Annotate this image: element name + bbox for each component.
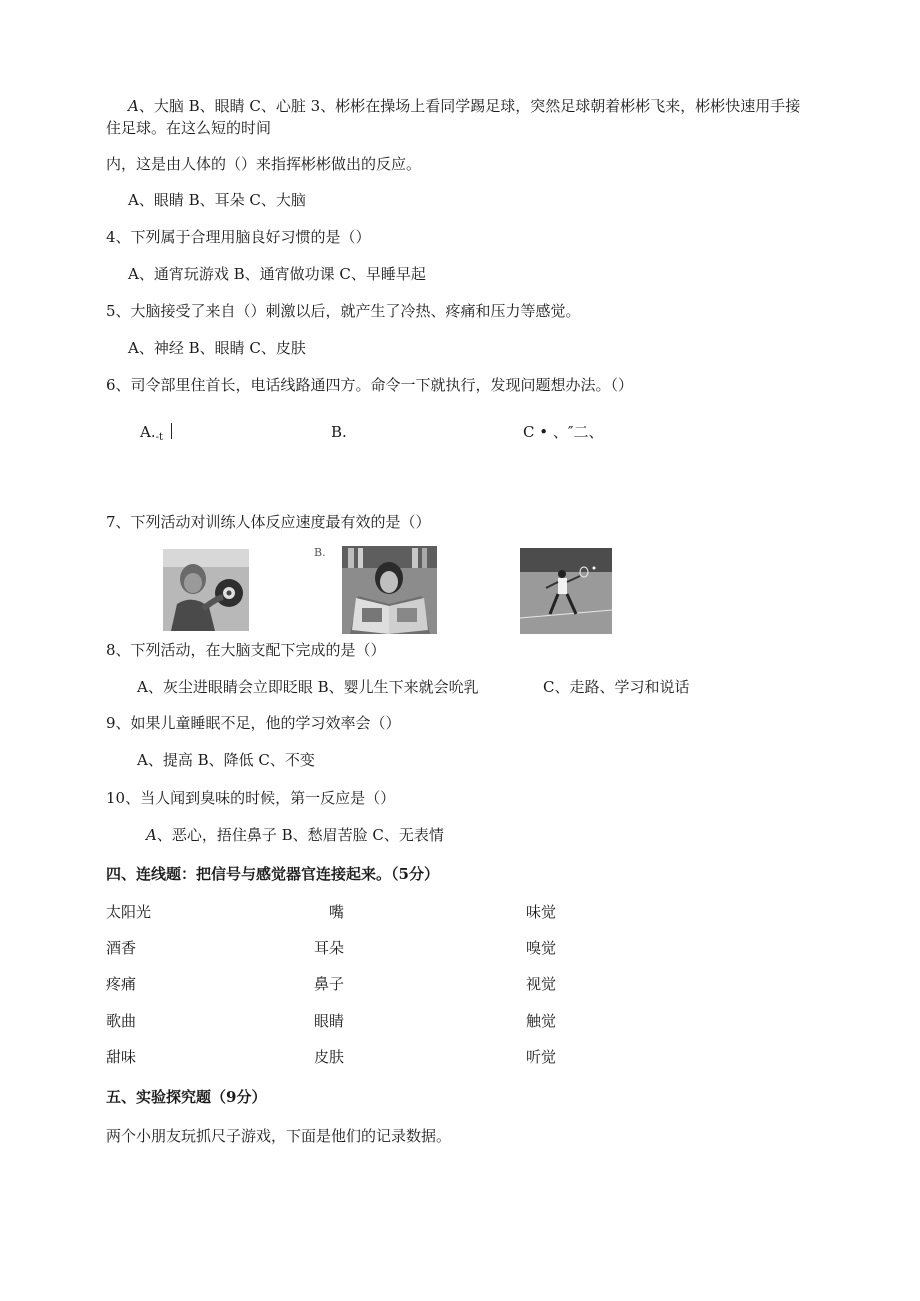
organ-cell: 眼睛 xyxy=(314,1012,345,1030)
sense-cell: 味觉 xyxy=(526,903,557,921)
q9-stem: 9、如果儿童睡眠不足，他的学习效率会（） xyxy=(106,714,401,732)
q4-stem: 4、下列属于合理用脑良好习惯的是（） xyxy=(106,228,371,246)
q10-options xyxy=(146,825,444,845)
organ-cell: 嘴 xyxy=(329,903,345,921)
q6-option-a-sub: -t xyxy=(155,432,164,443)
q7-stem: 7、下列活动对训练人体反应速度最有效的是（） xyxy=(106,513,431,531)
q7-photo-c-badminton xyxy=(520,548,612,634)
q7-option-b-label: B. xyxy=(314,546,326,559)
q7-photo-b-reading xyxy=(342,546,437,634)
sense-cell: 听觉 xyxy=(526,1048,557,1066)
section5-title: 五、实验探究题（9分） xyxy=(106,1088,267,1106)
q2-option-a-letter: A xyxy=(128,97,139,115)
q8-options-ab: A、灰尘进眼睛会立即眨眼 B、婴儿生下来就会吮乳 xyxy=(137,678,479,696)
signal-cell: 疼痛 xyxy=(106,975,137,993)
q6-option-a: $A._{-t}$ xyxy=(140,423,164,443)
section5-intro: 两个小朋友玩抓尺子游戏，下面是他们的记录数据。 xyxy=(106,1127,452,1145)
organ-cell: 鼻子 xyxy=(314,975,345,993)
q10-stem: 10、当人闻到臭味的时候，第一反应是（） xyxy=(106,789,396,807)
q3-stem-line3: 内，这是由人体的（）来指挥彬彬做出的反应。 xyxy=(106,155,422,173)
q3-options: A、眼睛 B、耳朵 C、大脑 xyxy=(128,191,306,209)
sense-cell: 视觉 xyxy=(526,975,557,993)
q3-stem-line2: 住足球。在这么短的时间 xyxy=(106,119,272,137)
section4-title: 四、连线题：把信号与感觉器官连接起来。（5分） xyxy=(106,865,439,883)
q2-options-rest: 、大脑 B、眼睛 C、心脏 xyxy=(138,97,306,115)
organ-cell: 皮肤 xyxy=(314,1048,345,1066)
q4-options: A、通宵玩游戏 B、通宵做功课 C、早睡早起 xyxy=(128,265,426,283)
q6-option-c: C • 、″二、 xyxy=(523,423,604,441)
q6-stem: 6、司令部里住首长，电话线路通四方。命令一下就执行，发现问题想办法。（） xyxy=(106,376,634,394)
q2-options-q3-stem xyxy=(128,96,800,116)
q10-option-a-letter: A xyxy=(146,826,157,844)
q6-option-b: B. xyxy=(331,423,347,441)
q6-option-a-mark xyxy=(171,423,172,439)
sense-cell: 嗅觉 xyxy=(526,939,557,957)
signal-cell: 歌曲 xyxy=(106,1012,137,1030)
signal-cell: 酒香 xyxy=(106,939,137,957)
signal-cell: 甜味 xyxy=(106,1048,137,1066)
q8-option-c: C、走路、学习和说话 xyxy=(543,678,690,696)
q9-options: A、提高 B、降低 C、不变 xyxy=(137,751,315,769)
sense-cell: 触觉 xyxy=(526,1012,557,1030)
signal-cell: 太阳光 xyxy=(106,903,152,921)
q3-stem-line1: 3、彬彬在操场上看同学踢足球，突然足球朝着彬彬飞来，彬彬快速用手接 xyxy=(310,97,801,115)
q5-options: A、神经 B、眼睛 C、皮肤 xyxy=(128,339,306,357)
q10-options-rest: 、恶心，捂住鼻子 B、愁眉苦脸 C、无表情 xyxy=(156,826,444,844)
organ-cell: 耳朵 xyxy=(314,939,345,957)
q5-stem: 5、大脑接受了来自（）刺激以后，就产生了冷热、疼痛和压力等感觉。 xyxy=(106,302,581,320)
q8-stem: 8、下列活动，在大脑支配下完成的是（） xyxy=(106,641,386,659)
q7-photo-a-weightlifting xyxy=(163,549,249,631)
